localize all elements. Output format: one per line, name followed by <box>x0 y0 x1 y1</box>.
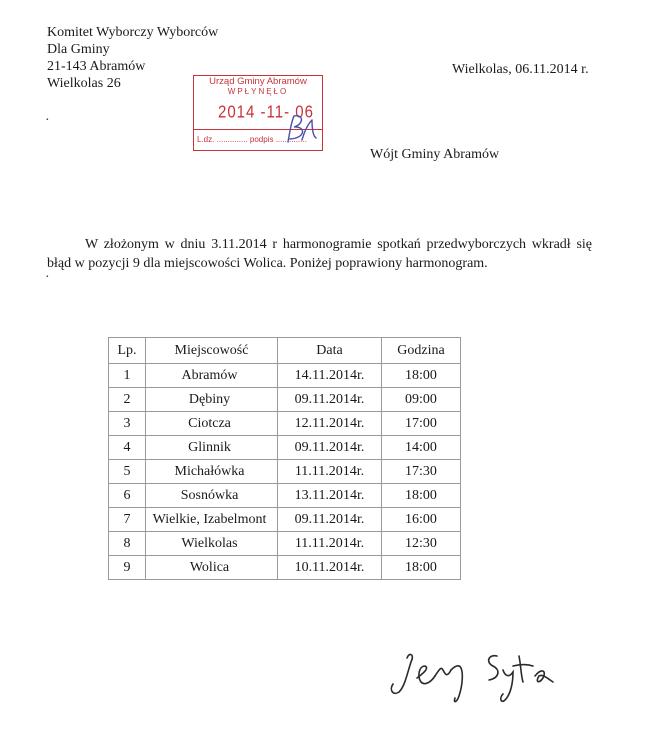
stamp-received: WPŁYNĘŁO <box>227 87 289 96</box>
table-header-row <box>109 338 461 364</box>
stamp-footer: L.dz. .............. podpis .............. <box>197 135 307 144</box>
header-place: Miejscowość <box>146 338 278 364</box>
cell-lp: 4 <box>109 436 146 460</box>
cell-place: Michałówka <box>146 460 278 484</box>
cell-lp: 5 <box>109 460 146 484</box>
place-date: Wielkolas, 06.11.2014 r. <box>452 62 589 77</box>
cell-place: Wielkolas <box>146 532 278 556</box>
cell-lp: 1 <box>109 364 146 388</box>
cell-lp: 3 <box>109 412 146 436</box>
table-row <box>109 364 461 388</box>
cell-date: 10.11.2014r. <box>278 556 382 580</box>
cell-time: 18:00 <box>382 364 461 388</box>
sender-line-3: 21-143 Abramów <box>47 59 146 74</box>
cell-time: 14:00 <box>382 436 461 460</box>
cell-place: Abramów <box>146 364 278 388</box>
cell-date: 12.11.2014r. <box>278 412 382 436</box>
cell-date: 14.11.2014r. <box>278 364 382 388</box>
cell-place: Wielkie, Izabelmont <box>146 508 278 532</box>
table-row <box>109 412 461 436</box>
cell-lp: 9 <box>109 556 146 580</box>
cell-place: Wolica <box>146 556 278 580</box>
table-row <box>109 484 461 508</box>
cell-place: Ciotcza <box>146 412 278 436</box>
schedule-table <box>108 337 461 580</box>
table-row <box>109 532 461 556</box>
cell-date: 09.11.2014r. <box>278 388 382 412</box>
cell-date: 11.11.2014r. <box>278 532 382 556</box>
cell-lp: 8 <box>109 532 146 556</box>
stamp-office: Urząd Gminy Abramów <box>209 76 307 87</box>
cell-place: Dębiny <box>146 388 278 412</box>
header-lp: Lp. <box>109 338 146 364</box>
cell-place: Glinnik <box>146 436 278 460</box>
recipient: Wójt Gminy Abramów <box>370 147 500 162</box>
cell-lp: 2 <box>109 388 146 412</box>
cell-date: 13.11.2014r. <box>278 484 382 508</box>
header-time: Godzina <box>382 338 461 364</box>
sender-line-2: Dla Gminy <box>47 42 110 57</box>
body-paragraph: W złożonym w dniu 3.11.2014 r harmonogramie spotkań przedwyborczych wkradł się błąd w pozycji 9 dla miejscowości Wolica. Poniżej poprawiony harmonogram. <box>47 237 592 271</box>
stamp-date: 2014 -11- 06 <box>218 102 314 123</box>
received-stamp <box>193 75 323 151</box>
cell-lp: 7 <box>109 508 146 532</box>
cell-time: 18:00 <box>382 556 461 580</box>
cell-time: 17:30 <box>382 460 461 484</box>
cell-time: 18:00 <box>382 484 461 508</box>
header-date: Data <box>278 338 382 364</box>
cell-place: Sosnówka <box>146 484 278 508</box>
cell-time: 12:30 <box>382 532 461 556</box>
cell-date: 11.11.2014r. <box>278 460 382 484</box>
stray-dot-2: · <box>45 270 50 285</box>
table-row <box>109 508 461 532</box>
table-row <box>109 556 461 580</box>
cell-time: 16:00 <box>382 508 461 532</box>
sender-line-1: Komitet Wyborczy Wyborców <box>47 25 219 40</box>
cell-time: 09:00 <box>382 388 461 412</box>
cell-date: 09.11.2014r. <box>278 508 382 532</box>
handwritten-signature <box>385 648 560 708</box>
stamp-initials-icon <box>282 112 318 146</box>
sender-line-4: Wielkolas 26 <box>47 76 121 91</box>
stray-dot: · <box>45 113 50 128</box>
table-row <box>109 460 461 484</box>
table-row <box>109 436 461 460</box>
cell-lp: 6 <box>109 484 146 508</box>
table-row <box>109 388 461 412</box>
cell-date: 09.11.2014r. <box>278 436 382 460</box>
cell-time: 17:00 <box>382 412 461 436</box>
